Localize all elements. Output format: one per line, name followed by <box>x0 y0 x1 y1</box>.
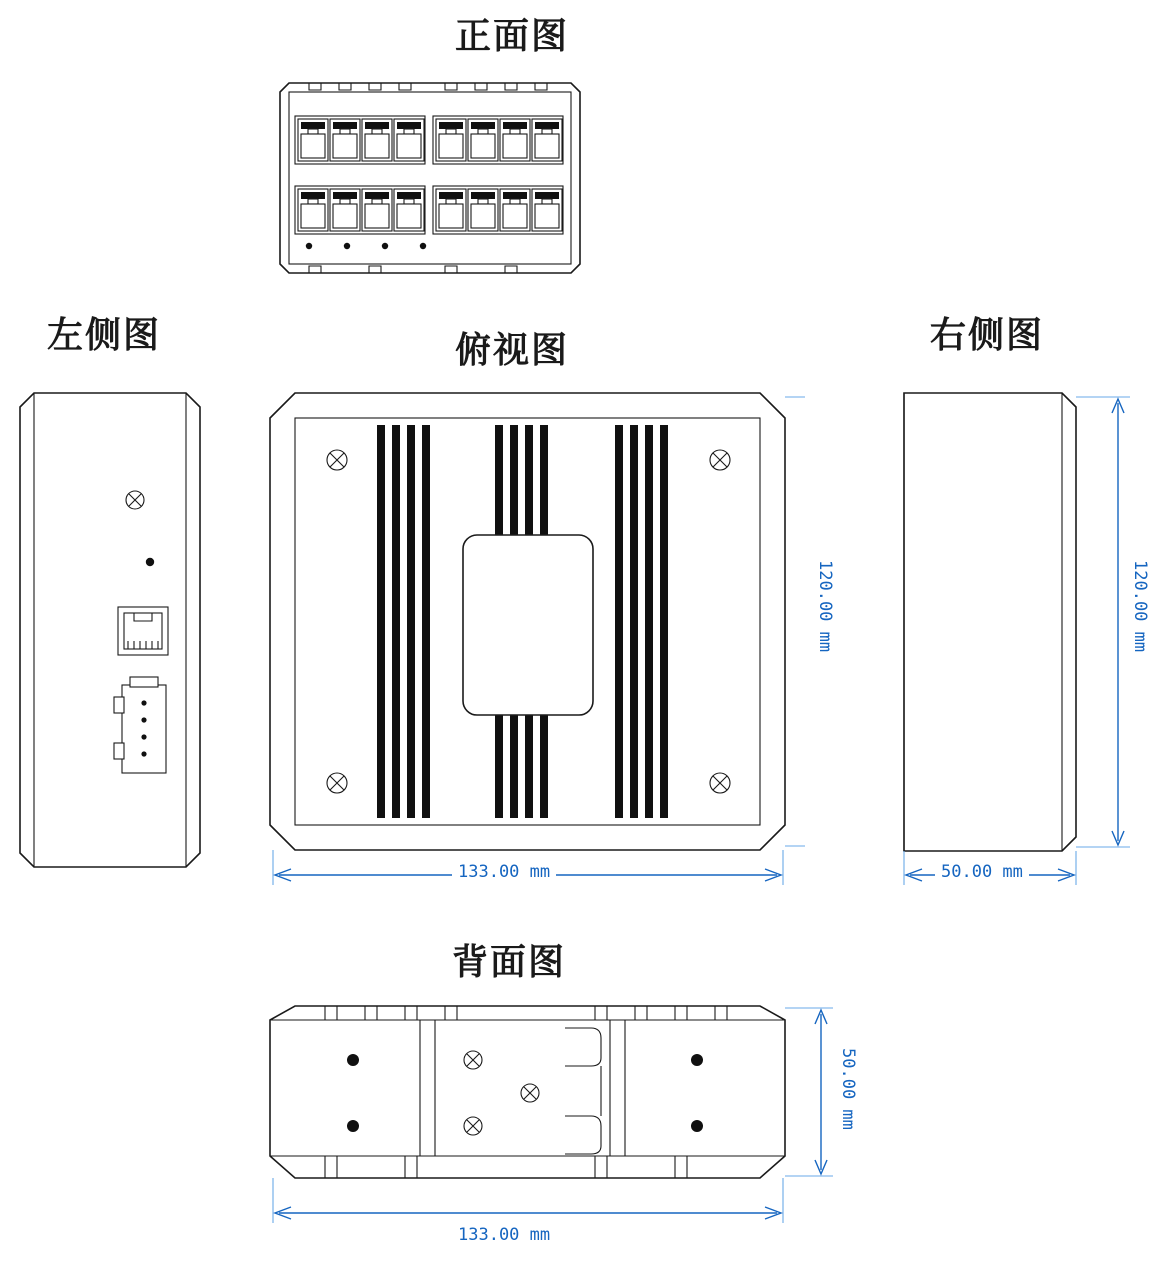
back-view-mount-hole-2 <box>347 1120 359 1132</box>
front-port-group-lower-right <box>433 186 563 234</box>
top-view-screw-top-left <box>327 450 347 470</box>
back-view-width-label: 133.00 mm <box>452 1225 556 1245</box>
left-view-screw <box>126 491 144 509</box>
front-port-group-upper-left <box>295 116 425 164</box>
front-view-drawing <box>275 78 585 278</box>
front-port-group-upper-right <box>433 116 563 164</box>
top-view-height-dimension <box>785 397 805 846</box>
top-view-width-label: 133.00 mm <box>452 862 556 882</box>
left-view-drawing <box>10 385 225 875</box>
left-view-terminal-block <box>114 677 166 773</box>
top-view-screw-bottom-right <box>710 773 730 793</box>
title-right-view: 右侧图 <box>930 314 1045 355</box>
back-view-mount-hole-3 <box>691 1054 703 1066</box>
back-view-mount-hole-1 <box>347 1054 359 1066</box>
top-view-screw-bottom-left <box>327 773 347 793</box>
right-view-width-label: 50.00 mm <box>935 862 1029 882</box>
front-port-group-lower-left <box>295 186 425 234</box>
back-view-screw-2 <box>521 1084 539 1102</box>
top-view-drawing <box>265 385 805 895</box>
title-top-view: 俯视图 <box>455 329 570 370</box>
back-view-height-dimension <box>785 1008 833 1176</box>
back-view-drawing <box>265 998 865 1253</box>
right-view-height-label: 120.00 mm <box>1130 560 1150 653</box>
top-view-label-plate <box>463 535 593 715</box>
left-view-rj45-port <box>118 607 168 655</box>
title-back-view: 背面图 <box>452 941 567 982</box>
back-view-screw-1 <box>464 1051 482 1069</box>
back-view-screw-3 <box>464 1117 482 1135</box>
title-left-view: 左侧图 <box>47 314 162 355</box>
left-view-led <box>146 558 154 566</box>
title-front-view: 正面图 <box>455 15 570 56</box>
top-view-height-label: 120.00 mm <box>815 560 835 653</box>
top-view-screw-top-right <box>710 450 730 470</box>
back-view-height-label: 50.00 mm <box>838 1048 858 1130</box>
right-view-drawing <box>890 385 1160 895</box>
back-view-width-dimension <box>273 1178 783 1223</box>
back-view-mount-hole-4 <box>691 1120 703 1132</box>
right-view-height-dimension <box>1076 397 1130 847</box>
